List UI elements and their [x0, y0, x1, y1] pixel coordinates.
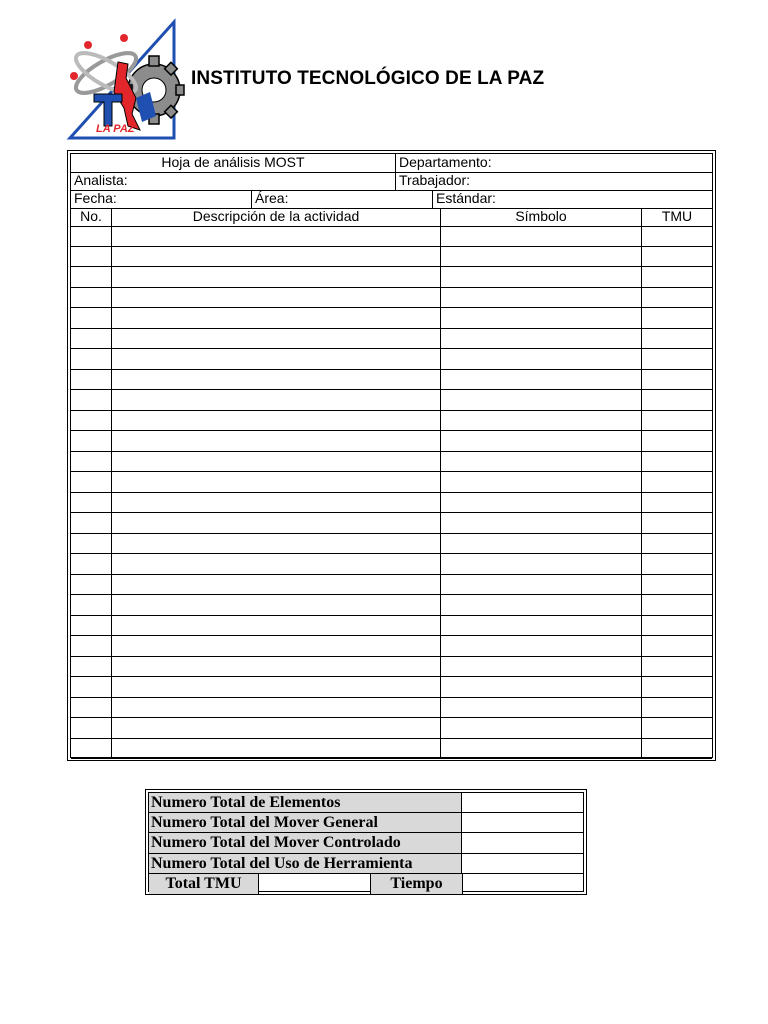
total-uso-herramienta-value[interactable]	[462, 854, 583, 873]
table-row[interactable]	[71, 431, 712, 452]
table-row[interactable]	[71, 513, 712, 534]
table-row[interactable]	[71, 390, 712, 411]
institute-title: INSTITUTO TECNOLÓGICO DE LA PAZ	[191, 68, 545, 89]
total-mover-general-value[interactable]	[462, 813, 583, 832]
table-row[interactable]	[71, 739, 712, 760]
total-tmu-label: Total TMU	[149, 874, 259, 894]
table-row[interactable]	[71, 329, 712, 350]
trabajador-field[interactable]: Trabajador:	[399, 172, 471, 188]
analista-field[interactable]: Analista:	[74, 172, 128, 188]
table-row[interactable]	[71, 698, 712, 719]
activity-table-body	[71, 226, 712, 757]
total-tmu-row	[149, 874, 583, 894]
table-header-row	[71, 208, 712, 227]
table-row[interactable]	[71, 493, 712, 514]
estandar-field[interactable]: Estándar:	[436, 190, 496, 206]
form-header-row-2	[71, 172, 712, 191]
column-header-simbolo: Símbolo	[515, 208, 567, 224]
total-elementos-value[interactable]	[462, 793, 583, 812]
table-row[interactable]	[71, 349, 712, 370]
sheet-title: Hoja de análisis MOST	[161, 154, 305, 170]
table-row[interactable]	[71, 411, 712, 432]
institute-logo	[66, 18, 186, 142]
total-row	[149, 854, 583, 874]
table-row[interactable]	[71, 472, 712, 493]
total-row	[149, 793, 583, 813]
table-row[interactable]	[71, 534, 712, 555]
form-header-row-1	[71, 154, 712, 173]
totals-table	[145, 789, 587, 895]
logo-text: LA PAZ	[96, 123, 135, 135]
table-row[interactable]	[71, 452, 712, 473]
table-row[interactable]	[71, 677, 712, 698]
total-tmu-value[interactable]	[259, 874, 371, 894]
table-row[interactable]	[71, 267, 712, 288]
area-field[interactable]: Área:	[255, 190, 289, 206]
most-analysis-form	[67, 150, 716, 761]
column-header-tmu: TMU	[661, 208, 693, 224]
table-row[interactable]	[71, 554, 712, 575]
table-row[interactable]	[71, 288, 712, 309]
departamento-field[interactable]: Departamento:	[399, 154, 492, 170]
fecha-field[interactable]: Fecha:	[74, 190, 117, 206]
tiempo-value[interactable]	[463, 874, 583, 894]
table-row[interactable]	[71, 247, 712, 268]
table-row[interactable]	[71, 657, 712, 678]
total-mover-controlado-label: Numero Total del Mover Controlado	[149, 833, 462, 852]
column-header-descripcion: Descripción de la actividad	[192, 208, 360, 224]
total-uso-herramienta-label: Numero Total del Uso de Herramienta	[149, 854, 462, 873]
total-elementos-label: Numero Total de Elementos	[149, 793, 462, 812]
tiempo-label: Tiempo	[371, 874, 463, 894]
table-row[interactable]	[71, 718, 712, 739]
total-row	[149, 813, 583, 833]
table-row[interactable]	[71, 636, 712, 657]
total-row	[149, 833, 583, 853]
table-row[interactable]	[71, 575, 712, 596]
table-row[interactable]	[71, 616, 712, 637]
total-mover-controlado-value[interactable]	[462, 833, 583, 852]
column-header-no: No.	[80, 208, 102, 224]
total-mover-general-label: Numero Total del Mover General	[149, 813, 462, 832]
form-header-row-3	[71, 190, 712, 209]
table-row[interactable]	[71, 226, 712, 247]
table-row[interactable]	[71, 595, 712, 616]
table-row[interactable]	[71, 308, 712, 329]
table-row[interactable]	[71, 370, 712, 391]
